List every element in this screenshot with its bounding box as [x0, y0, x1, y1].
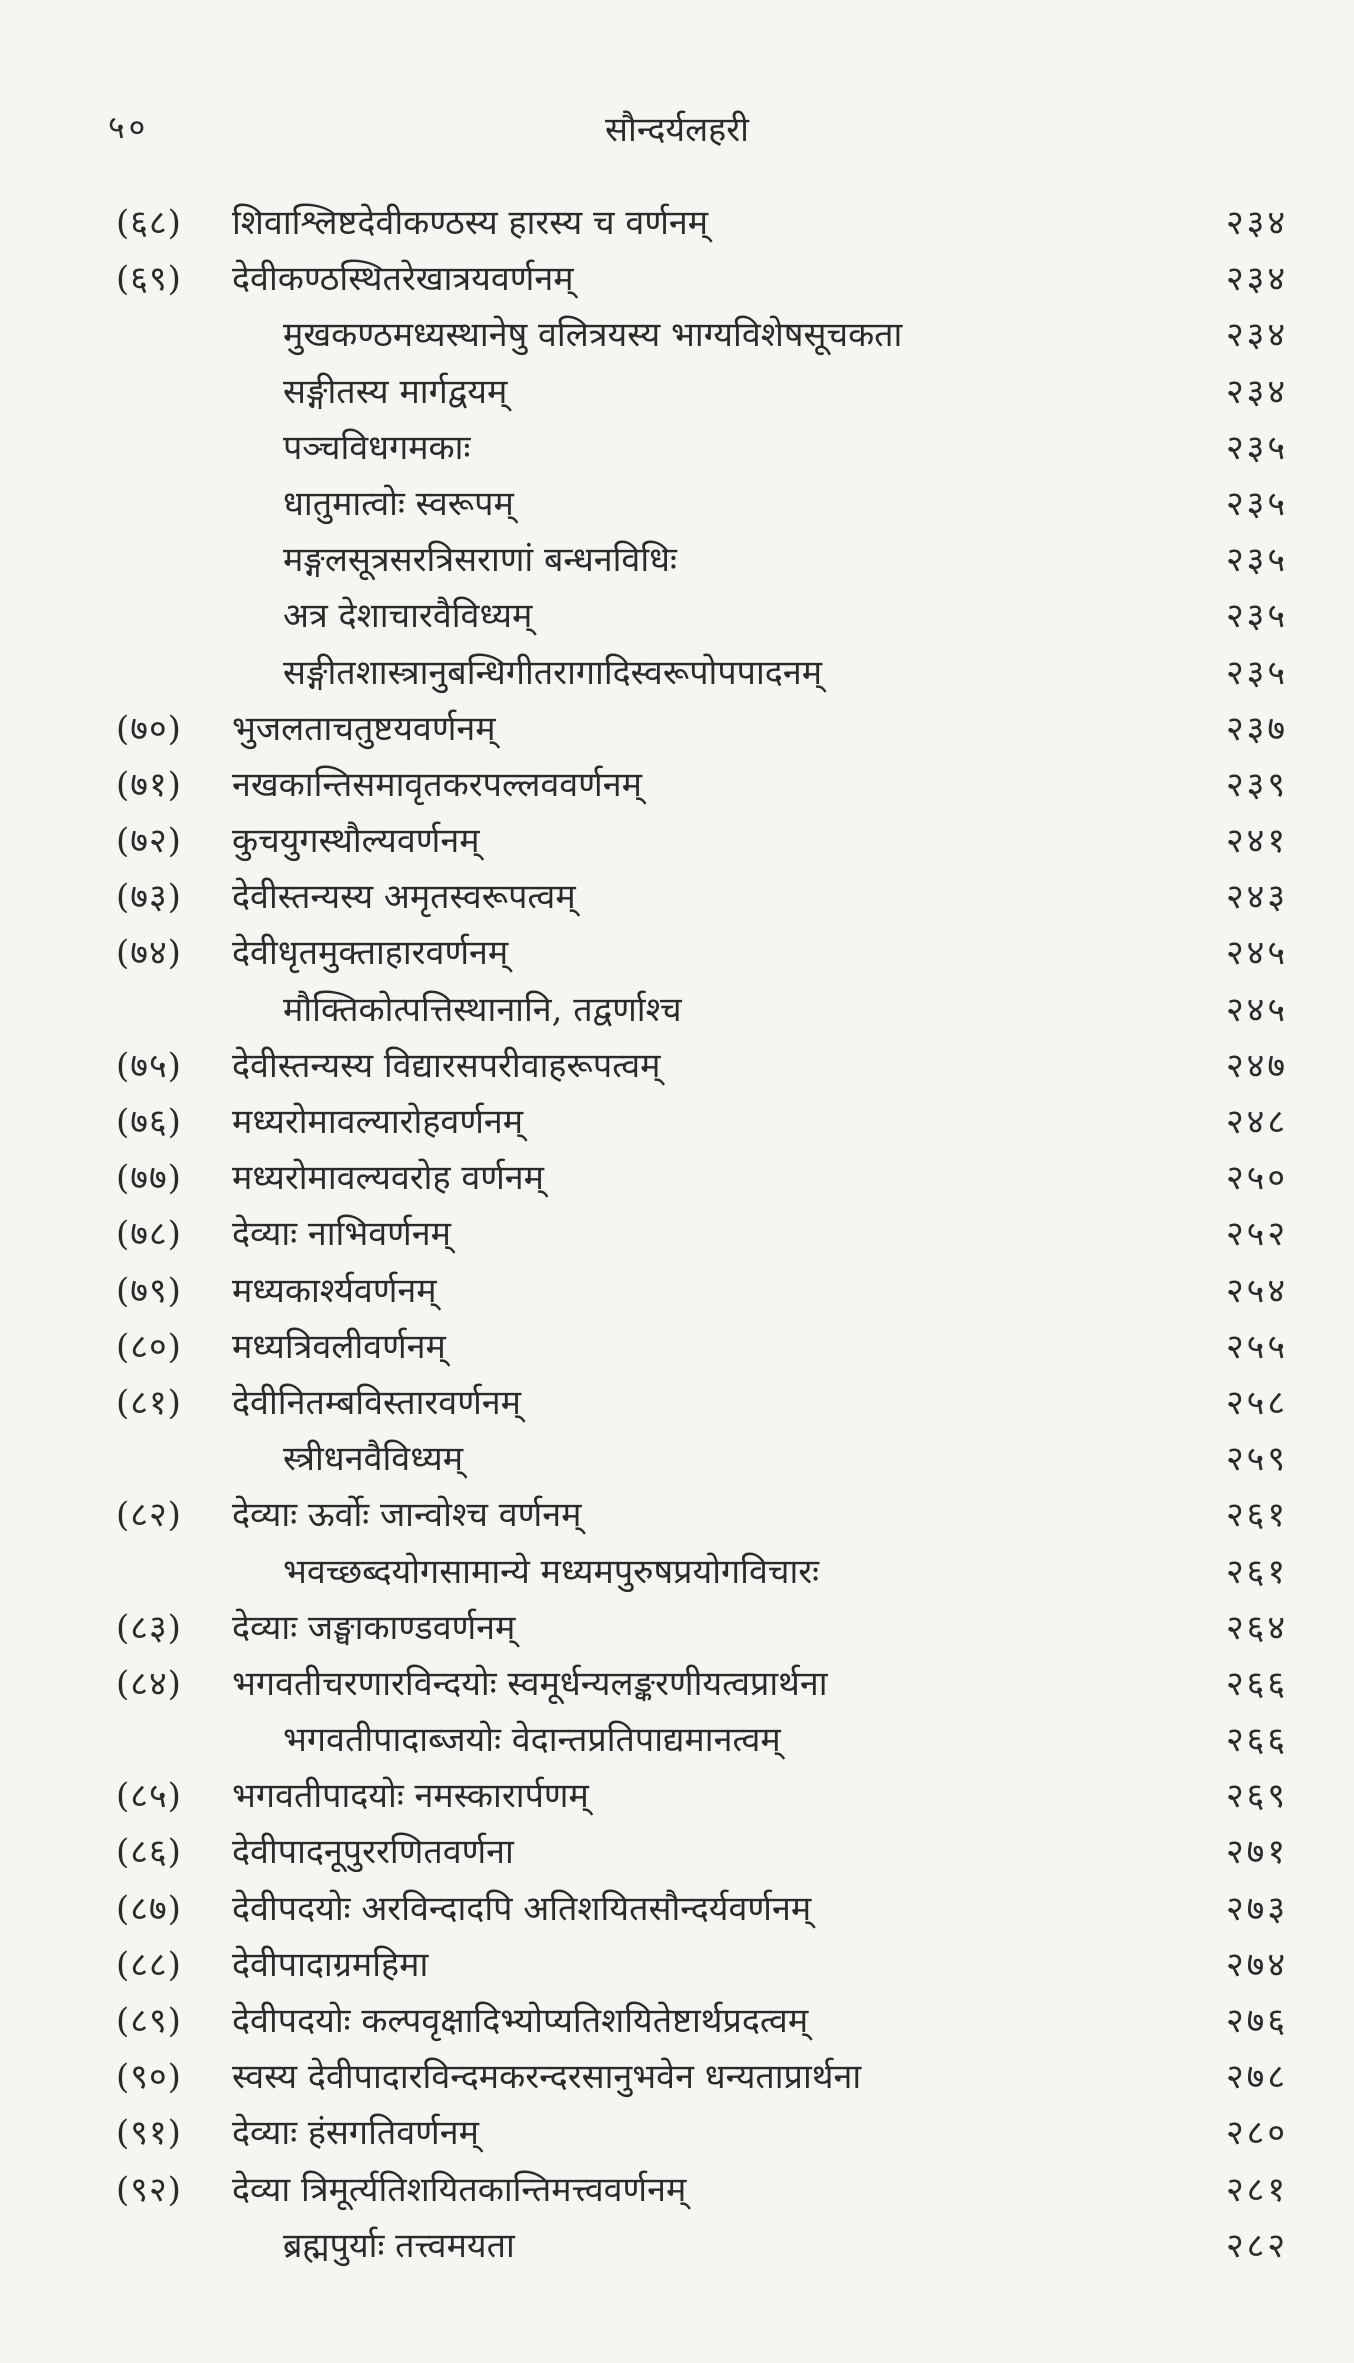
entry-title: ब्रह्मपुर्याः तत्त्वमयता — [283, 2225, 515, 2266]
entry-title: देव्याः हंसगतिवर्णनम् — [232, 2113, 479, 2154]
entry-title: मध्यत्रिवलीवर्णनम् — [232, 1326, 446, 1367]
entry-page: २४१ — [1225, 821, 1288, 862]
entry-title: सङ्गीतस्य मार्गद्वयम् — [283, 371, 508, 412]
entry-page: २५९ — [1225, 1439, 1288, 1480]
entry-page: २३५ — [1225, 596, 1288, 637]
entry-page: २५८ — [1225, 1382, 1288, 1423]
entry-title: स्त्रीधनवैविध्यम् — [283, 1439, 464, 1480]
entry-page: २४७ — [1225, 1045, 1288, 1086]
toc-entry — [0, 1937, 1354, 1993]
entry-number: (७०) — [116, 708, 182, 749]
entry-title: देवीपादाग्रमहिमा — [232, 1944, 429, 1985]
toc-entry — [0, 195, 1354, 251]
entry-page: २३९ — [1225, 764, 1288, 805]
entry-number: (६८) — [116, 203, 182, 243]
toc-entry — [0, 1319, 1354, 1375]
toc-entry — [0, 1150, 1354, 1206]
entry-number: (९१) — [116, 2113, 182, 2154]
entry-number: (८३) — [116, 1607, 182, 1648]
entry-page: २३४ — [1225, 315, 1288, 356]
entry-number: (६९) — [116, 259, 182, 300]
entry-title: शिवाश्लिष्टदेवीकण्ठस्य हारस्य च वर्णनम् — [232, 203, 709, 243]
entry-title: देव्याः जङ्घाकाण्डवर्णनम् — [232, 1607, 516, 1648]
entry-page: २६१ — [1225, 1495, 1288, 1536]
toc-entry — [0, 1094, 1354, 1150]
entry-number: (७८) — [116, 1214, 182, 1255]
entry-page: २३५ — [1225, 540, 1288, 581]
entry-number: (७२) — [116, 821, 182, 862]
toc-entry — [0, 1600, 1354, 1656]
entry-page: २६६ — [1225, 1663, 1288, 1704]
toc-entry — [0, 701, 1354, 757]
toc-entry — [0, 1768, 1354, 1824]
entry-title: देवीधृतमुक्ताहारवर्णनम् — [232, 933, 509, 974]
entry-page: २८१ — [1225, 2169, 1288, 2210]
entry-page: २३४ — [1225, 371, 1288, 412]
entry-page: २७३ — [1225, 1888, 1288, 1929]
entry-number: (७५) — [116, 1045, 182, 1086]
toc-subentry — [0, 420, 1354, 476]
entry-number: (८२) — [116, 1495, 182, 1536]
entry-page: २५२ — [1225, 1214, 1288, 1255]
entry-page: २६९ — [1225, 1776, 1288, 1817]
toc-subentry — [0, 532, 1354, 588]
entry-page: २४८ — [1225, 1102, 1288, 1142]
entry-title: धातुमात्वोः स्वरूपम् — [283, 483, 514, 524]
entry-page: २५४ — [1225, 1270, 1288, 1311]
toc-subentry — [0, 588, 1354, 644]
entry-page: २७६ — [1225, 2001, 1288, 2041]
entry-title: भगवतीचरणारविन्दयोः स्वमूर्धन्यलङ्करणीयत्वप्रार्थना — [232, 1663, 828, 1704]
entry-title: सङ्गीतशास्त्रानुबन्धिगीतरागादिस्वरूपोपपादनम् — [283, 652, 823, 693]
entry-title: भगवतीपादाब्जयोः वेदान्तप्रतिपाद्यमानत्वम् — [283, 1720, 781, 1761]
entry-page: २३५ — [1225, 427, 1288, 468]
entry-number: (७१) — [116, 764, 182, 805]
toc-subentry — [0, 476, 1354, 532]
toc-entry — [0, 1263, 1354, 1319]
entry-number: (८९) — [116, 2001, 182, 2041]
entry-number: (७४) — [116, 933, 182, 974]
entry-title: देवीपदयोः कल्पवृक्षादिभ्योप्यतिशयितेष्टार्थप्रदत्वम् — [232, 2001, 809, 2041]
page-number: ५० — [108, 108, 150, 146]
toc-entry — [0, 1487, 1354, 1543]
toc-entry — [0, 869, 1354, 925]
entry-number: (८७) — [116, 1888, 182, 1929]
entry-page: २३४ — [1225, 259, 1288, 300]
entry-title: मध्यरोमावल्यारोहवर्णनम् — [232, 1102, 524, 1142]
entry-title: नखकान्तिसमावृतकरपल्लववर्णनम् — [232, 764, 642, 805]
entry-title: भवच्छब्दयोगसामान्ये मध्यमपुरुषप्रयोगविचारः — [283, 1551, 820, 1592]
toc-subentry — [0, 307, 1354, 363]
entry-title: देव्याः ऊर्वोः जान्वोश्च वर्णनम् — [232, 1495, 582, 1536]
toc-entry — [0, 2162, 1354, 2218]
entry-title: कुचयुगस्थौल्यवर्णनम् — [232, 821, 480, 862]
entry-number: (९०) — [116, 2057, 182, 2098]
entry-number: (८६) — [116, 1832, 182, 1873]
entry-title: मौक्तिकोत्पत्तिस्थानानि, तद्वर्णाश्च — [283, 989, 682, 1030]
entry-number: (८०) — [116, 1326, 182, 1367]
toc-entry — [0, 1206, 1354, 1262]
entry-number: (७९) — [116, 1270, 182, 1311]
entry-page: २३५ — [1225, 483, 1288, 524]
toc-subentry — [0, 982, 1354, 1038]
entry-title: भगवतीपादयोः नमस्कारार्पणम् — [232, 1776, 589, 1817]
entry-page: २४५ — [1225, 933, 1288, 974]
entry-title: मुखकण्ठमध्यस्थानेषु वलित्रयस्य भाग्यविशेषसूचकता — [283, 315, 903, 356]
toc-entry — [0, 1881, 1354, 1937]
entry-page: २७१ — [1225, 1832, 1288, 1873]
entry-number: (८८) — [116, 1944, 182, 1985]
entry-title: भुजलताचतुष्टयवर्णनम् — [232, 708, 496, 749]
entry-page: २८० — [1225, 2113, 1288, 2154]
entry-page: २३५ — [1225, 652, 1288, 693]
entry-page: २४३ — [1225, 877, 1288, 918]
page-header — [0, 105, 1354, 165]
entry-page: २४५ — [1225, 989, 1288, 1030]
entry-page: २६६ — [1225, 1720, 1288, 1761]
toc-entry — [0, 813, 1354, 869]
entry-title: देव्याः नाभिवर्णनम् — [232, 1214, 451, 1255]
toc-subentry — [0, 364, 1354, 420]
entry-page: २३४ — [1225, 203, 1288, 243]
entry-title: देवीनितम्बविस्तारवर्णनम् — [232, 1382, 521, 1423]
entry-title: देवीकण्ठस्थितरेखात्रयवर्णनम् — [232, 259, 574, 300]
entry-title: स्वस्य देवीपादारविन्दमकरन्दरसानुभवेन धन्यताप्रार्थना — [232, 2057, 862, 2098]
toc-entry — [0, 2105, 1354, 2161]
entry-title: पञ्चविधगमकाः — [283, 427, 471, 468]
toc-entry — [0, 1993, 1354, 2049]
entry-page: २६१ — [1225, 1551, 1288, 1592]
entry-title: देवीस्तन्यस्य विद्यारसपरीवाहरूपत्वम् — [232, 1045, 661, 1086]
toc-entry — [0, 925, 1354, 981]
entry-number: (७७) — [116, 1158, 182, 1199]
entry-title: देव्या त्रिमूर्त्यतिशयितकान्तिमत्त्ववर्णनम् — [232, 2169, 687, 2210]
toc-entry — [0, 1375, 1354, 1431]
toc-subentry — [0, 645, 1354, 701]
toc-entry — [0, 1656, 1354, 1712]
entry-page: २६४ — [1225, 1607, 1288, 1648]
entry-number: (७६) — [116, 1102, 182, 1142]
toc-entry — [0, 757, 1354, 813]
entry-title: अत्र देशाचारवैविध्यम् — [283, 596, 533, 637]
entry-title: देवीपदयोः अरविन्दादपि अतिशयितसौन्दर्यवर्णनम् — [232, 1888, 812, 1929]
entry-page: २५५ — [1225, 1326, 1288, 1367]
entry-page: २७४ — [1225, 1944, 1288, 1985]
entry-title: देवीपादनूपुररणितवर्णना — [232, 1832, 514, 1873]
entry-number: (९२) — [116, 2169, 182, 2210]
entry-number: (८४) — [116, 1663, 182, 1704]
toc-entry — [0, 2049, 1354, 2105]
entry-title: मध्यरोमावल्यवरोह वर्णनम् — [232, 1158, 545, 1199]
toc-subentry — [0, 1712, 1354, 1768]
toc-entry — [0, 1824, 1354, 1880]
toc-subentry — [0, 2218, 1354, 2274]
toc-entry — [0, 1038, 1354, 1094]
entry-number: (७३) — [116, 877, 182, 918]
entry-number: (८५) — [116, 1776, 182, 1817]
toc-entry — [0, 251, 1354, 307]
entry-title: मध्यकार्श्यवर्णनम् — [232, 1270, 437, 1311]
entry-page: २७८ — [1225, 2057, 1288, 2098]
toc-subentry — [0, 1544, 1354, 1600]
running-title: सौन्दर्यलहरी — [605, 110, 749, 150]
entry-page: २८२ — [1225, 2225, 1288, 2266]
entry-title: मङ्गलसूत्रसरत्रिसराणां बन्धनविधिः — [283, 540, 677, 581]
entry-page: २५० — [1225, 1158, 1288, 1199]
entry-title: देवीस्तन्यस्य अमृतस्वरूपत्वम् — [232, 877, 576, 918]
entry-number: (८१) — [116, 1382, 182, 1423]
toc-subentry — [0, 1431, 1354, 1487]
entry-page: २३७ — [1225, 708, 1288, 749]
table-of-contents — [0, 195, 1354, 2274]
